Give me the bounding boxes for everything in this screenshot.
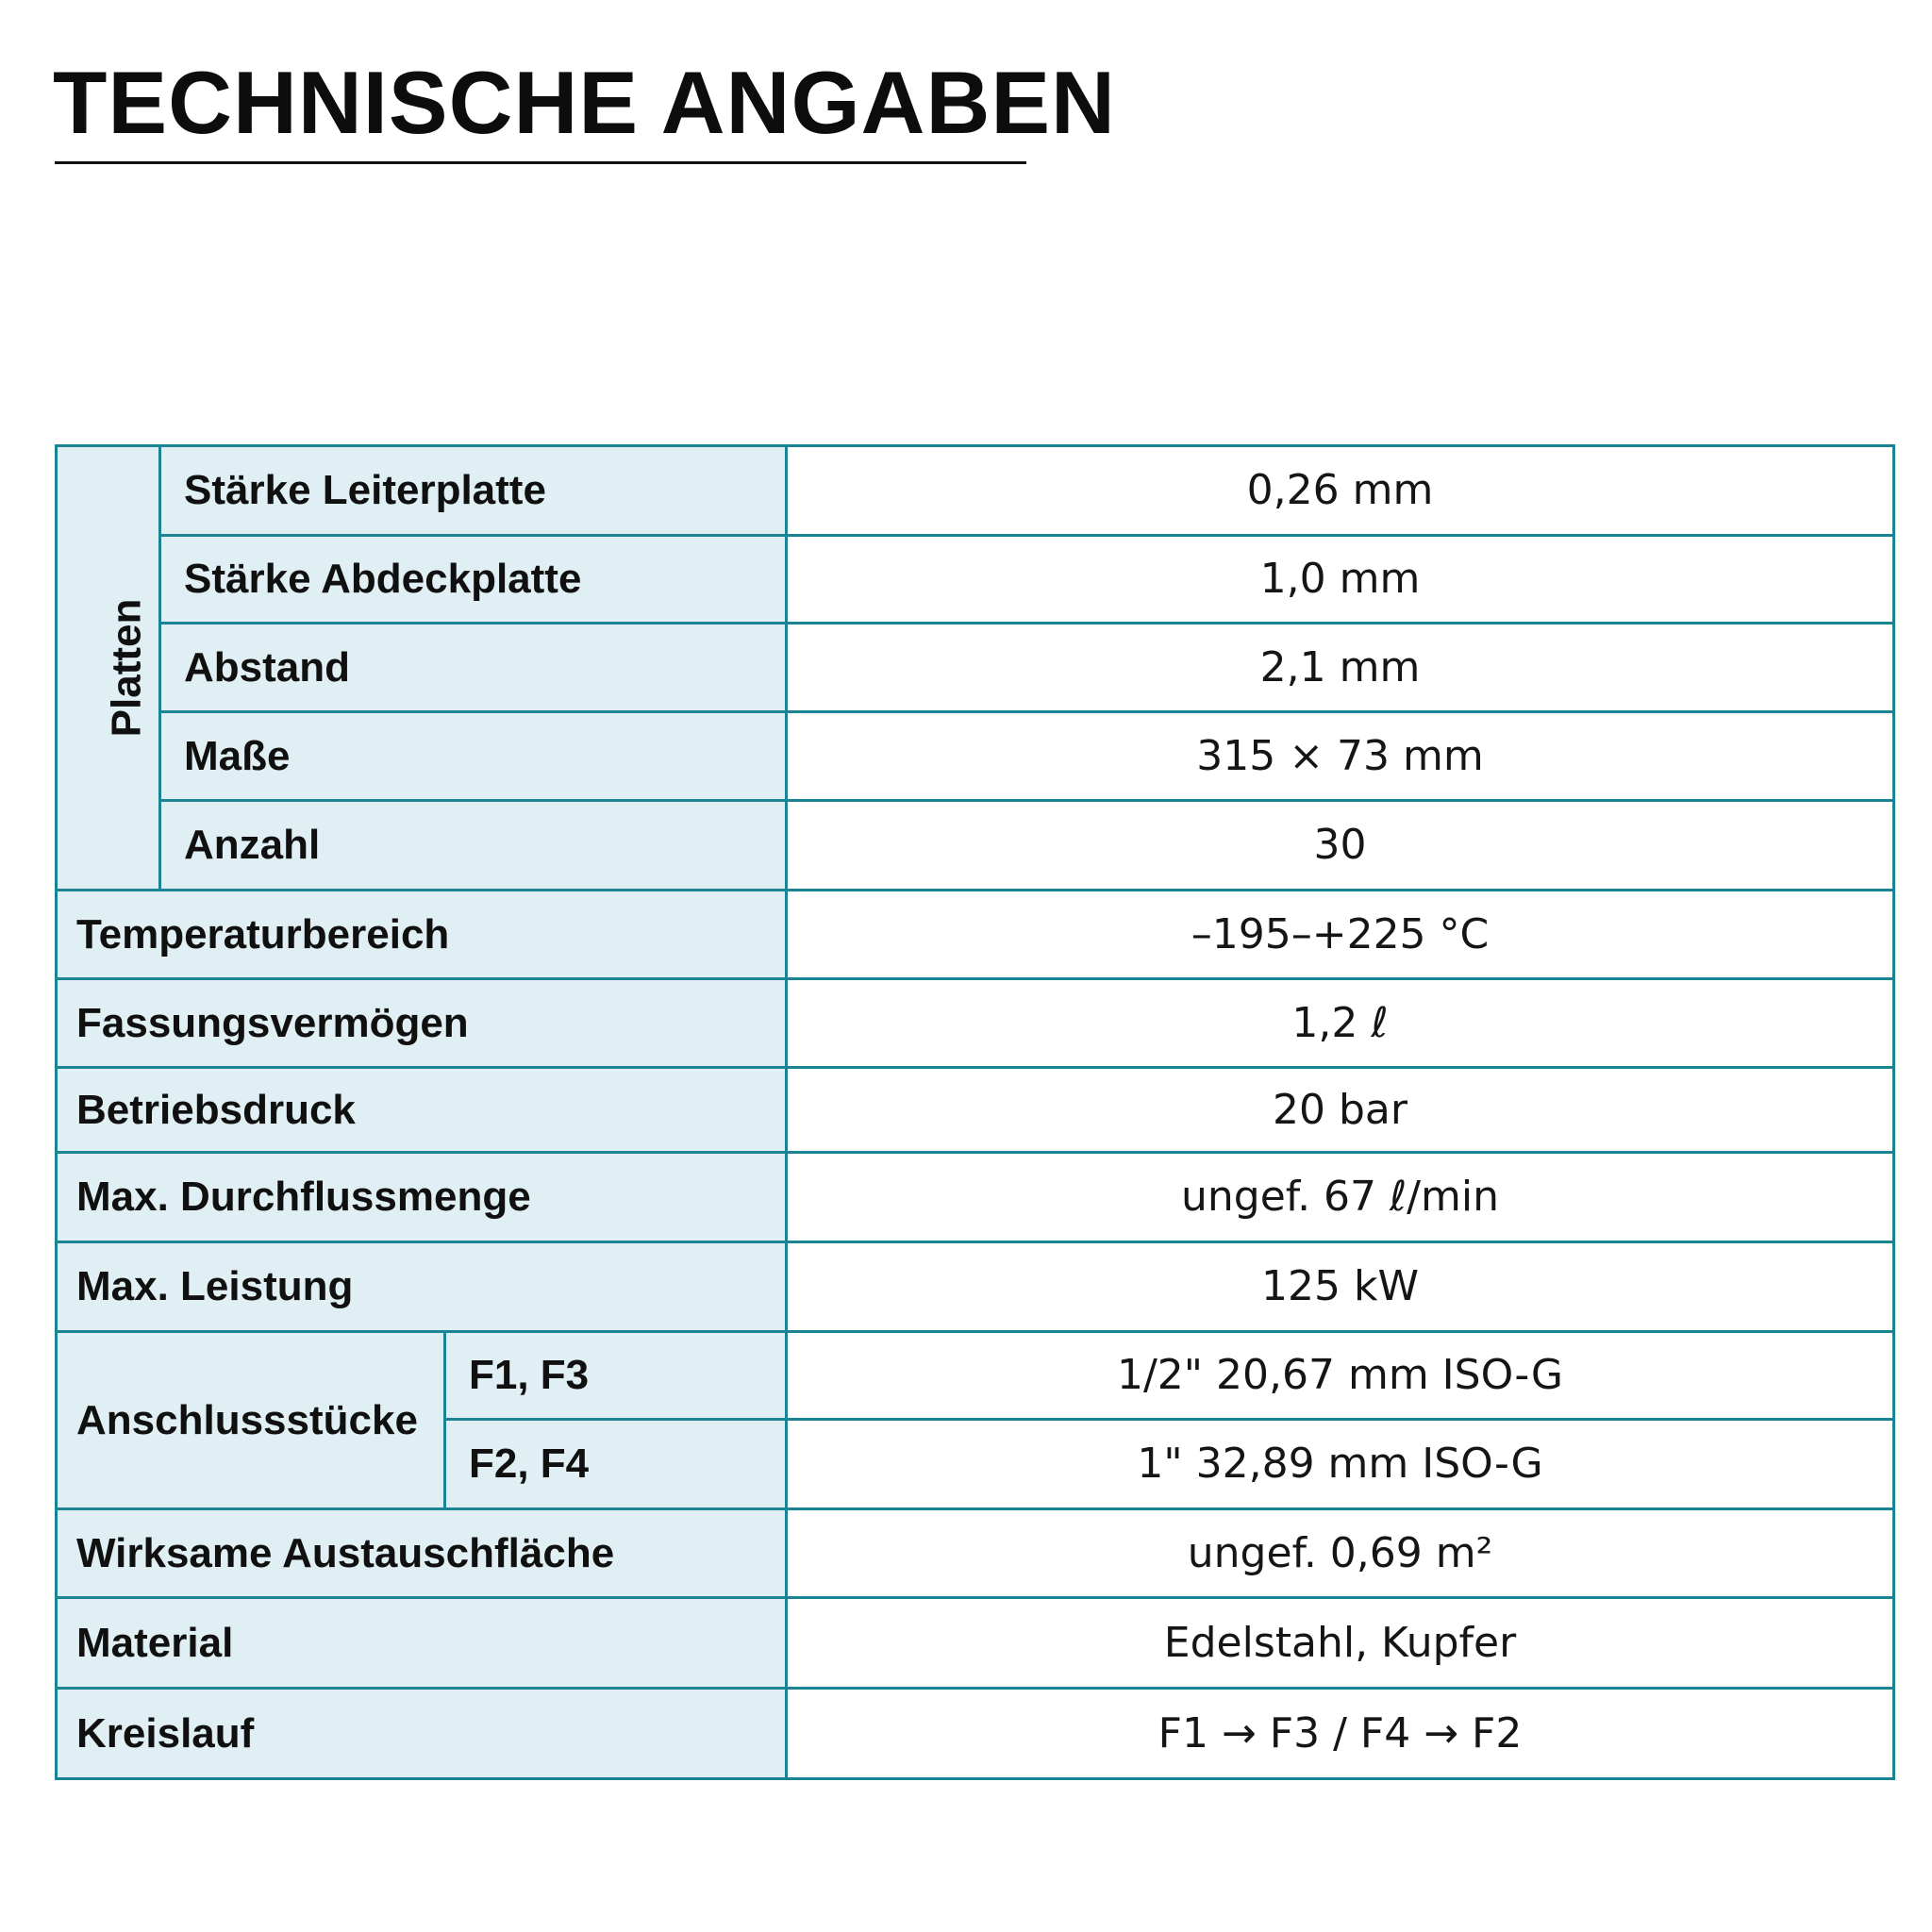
row-label: Temperaturbereich — [57, 891, 787, 979]
row-value: 125 kW — [787, 1242, 1894, 1332]
table-row — [57, 1332, 1894, 1420]
group-label-text: Platten — [103, 598, 150, 738]
row-label: Maße — [160, 712, 787, 801]
table-row — [57, 801, 1894, 891]
row-label: Betriebsdruck — [57, 1068, 787, 1153]
row-value: 2,1 mm — [787, 624, 1894, 712]
row-value: 20 bar — [787, 1068, 1894, 1153]
table-row — [57, 446, 1894, 536]
row-value: 1,0 mm — [787, 536, 1894, 624]
table-row — [57, 1153, 1894, 1242]
group-label-anschluss: Anschlussstücke — [57, 1332, 445, 1509]
row-value: 0,26 mm — [787, 446, 1894, 536]
table-row — [57, 891, 1894, 979]
row-label: F2, F4 — [445, 1420, 787, 1509]
table-row — [57, 1689, 1894, 1779]
row-value: –195–+225 °C — [787, 891, 1894, 979]
row-label: Abstand — [160, 624, 787, 712]
row-label: Kreislauf — [57, 1689, 787, 1779]
table-row — [57, 712, 1894, 801]
row-label: Max. Durchflussmenge — [57, 1153, 787, 1242]
row-label: Stärke Abdeckplatte — [160, 536, 787, 624]
row-label: Material — [57, 1598, 787, 1689]
group-label-platten — [57, 446, 160, 891]
row-value: 30 — [787, 801, 1894, 891]
row-value: ungef. 0,69 m² — [787, 1509, 1894, 1598]
row-label: Stärke Leiterplatte — [160, 446, 787, 536]
row-value: Edelstahl, Kupfer — [787, 1598, 1894, 1689]
table-row — [57, 979, 1894, 1068]
table-row — [57, 1509, 1894, 1598]
title-underline — [55, 161, 1026, 164]
row-label: Anzahl — [160, 801, 787, 891]
row-value: 1,2 ℓ — [787, 979, 1894, 1068]
row-value: ungef. 67 ℓ/min — [787, 1153, 1894, 1242]
table-row — [57, 1598, 1894, 1689]
row-value: 1" 32,89 mm ISO-G — [787, 1420, 1894, 1509]
spec-table — [55, 444, 1895, 1780]
table-row — [57, 1068, 1894, 1153]
row-value: 315 × 73 mm — [787, 712, 1894, 801]
table-row — [57, 536, 1894, 624]
row-value: F1 → F3 / F4 → F2 — [787, 1689, 1894, 1779]
row-value: 1/2" 20,67 mm ISO-G — [787, 1332, 1894, 1420]
page-title: TECHNISCHE ANGABEN — [53, 53, 1116, 152]
row-label: Fassungsvermögen — [57, 979, 787, 1068]
row-label: Wirksame Austauschfläche — [57, 1509, 787, 1598]
row-label: F1, F3 — [445, 1332, 787, 1420]
row-label: Max. Leistung — [57, 1242, 787, 1332]
table-row — [57, 624, 1894, 712]
table-row — [57, 1242, 1894, 1332]
